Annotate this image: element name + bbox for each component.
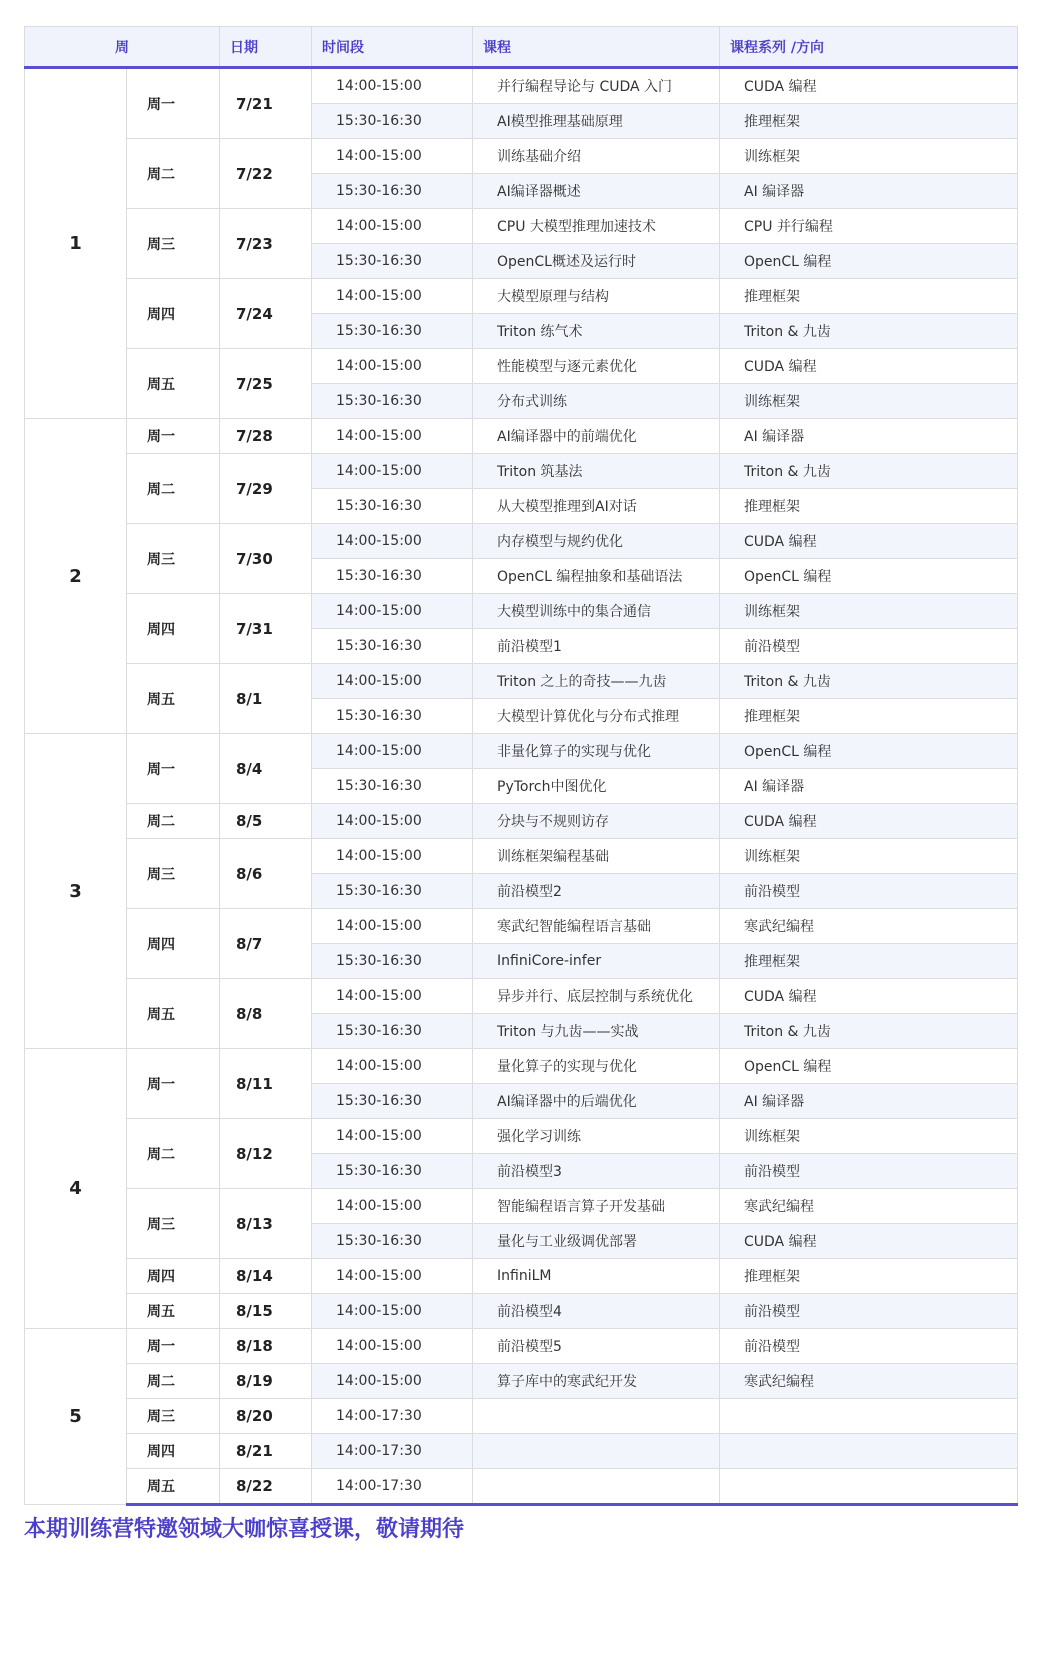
course-cell: 性能模型与逐元素优化 (473, 349, 720, 384)
date-cell: 8/14 (220, 1259, 312, 1294)
weekday-cell: 周三 (127, 1189, 220, 1259)
course-cell: 智能编程语言算子开发基础 (473, 1189, 720, 1224)
course-cell: 前沿模型5 (473, 1329, 720, 1364)
series-cell: 前沿模型 (720, 629, 1018, 664)
course-cell: 大模型训练中的集合通信 (473, 594, 720, 629)
course-cell: 从大模型推理到AI对话 (473, 489, 720, 524)
course-cell: InfiniCore-infer (473, 944, 720, 979)
course-cell: 量化与工业级调优部署 (473, 1224, 720, 1259)
table-row (25, 1119, 1018, 1154)
series-cell: 训练框架 (720, 384, 1018, 419)
weekday-cell: 周四 (127, 594, 220, 664)
date-cell: 7/21 (220, 68, 312, 139)
weekday-cell: 周一 (127, 734, 220, 804)
weekday-cell: 周五 (127, 979, 220, 1049)
course-cell: 大模型原理与结构 (473, 279, 720, 314)
course-cell: Triton 练气术 (473, 314, 720, 349)
series-cell: 训练框架 (720, 594, 1018, 629)
course-cell: 并行编程导论与 CUDA 入门 (473, 68, 720, 104)
course-cell: 异步并行、底层控制与系统优化 (473, 979, 720, 1014)
series-cell (720, 1469, 1018, 1505)
series-cell: 推理框架 (720, 489, 1018, 524)
time-cell: 14:00-15:00 (312, 839, 473, 874)
date-cell: 8/6 (220, 839, 312, 909)
table-row (25, 734, 1018, 769)
table-row (25, 1189, 1018, 1224)
course-cell: Triton 与九齿——实战 (473, 1014, 720, 1049)
weekday-cell: 周四 (127, 1434, 220, 1469)
time-cell: 15:30-16:30 (312, 104, 473, 139)
table-row (25, 1364, 1018, 1399)
schedule-container (24, 26, 1017, 1506)
series-cell: 推理框架 (720, 944, 1018, 979)
table-row (25, 1259, 1018, 1294)
table-row (25, 68, 1018, 104)
series-cell: 前沿模型 (720, 1154, 1018, 1189)
week-number: 5 (25, 1329, 127, 1505)
time-cell: 15:30-16:30 (312, 769, 473, 804)
series-cell: CUDA 编程 (720, 524, 1018, 559)
weekday-cell: 周一 (127, 1329, 220, 1364)
weekday-cell: 周四 (127, 279, 220, 349)
time-cell: 14:00-15:00 (312, 664, 473, 699)
time-cell: 15:30-16:30 (312, 1014, 473, 1049)
time-cell: 15:30-16:30 (312, 244, 473, 279)
series-cell: Triton & 九齿 (720, 314, 1018, 349)
course-cell: InfiniLM (473, 1259, 720, 1294)
series-cell: OpenCL 编程 (720, 734, 1018, 769)
course-cell: Triton 之上的奇技——九齿 (473, 664, 720, 699)
date-cell: 8/11 (220, 1049, 312, 1119)
time-cell: 15:30-16:30 (312, 944, 473, 979)
series-cell (720, 1434, 1018, 1469)
time-cell: 14:00-15:00 (312, 349, 473, 384)
series-cell: AI 编译器 (720, 1084, 1018, 1119)
time-cell: 14:00-15:00 (312, 1329, 473, 1364)
weekday-cell: 周五 (127, 349, 220, 419)
series-cell (720, 1399, 1018, 1434)
time-cell: 15:30-16:30 (312, 1154, 473, 1189)
time-cell: 14:00-15:00 (312, 524, 473, 559)
time-cell: 14:00-15:00 (312, 209, 473, 244)
date-cell: 8/1 (220, 664, 312, 734)
series-cell: 推理框架 (720, 699, 1018, 734)
weekday-cell: 周一 (127, 419, 220, 454)
table-row (25, 349, 1018, 384)
date-cell: 8/15 (220, 1294, 312, 1329)
table-row (25, 419, 1018, 454)
date-cell: 8/8 (220, 979, 312, 1049)
time-cell: 15:30-16:30 (312, 629, 473, 664)
weekday-cell: 周二 (127, 139, 220, 209)
time-cell: 14:00-15:00 (312, 1049, 473, 1084)
time-cell: 15:30-16:30 (312, 699, 473, 734)
course-cell: 量化算子的实现与优化 (473, 1049, 720, 1084)
course-cell: 前沿模型4 (473, 1294, 720, 1329)
course-cell: Triton 筑基法 (473, 454, 720, 489)
date-cell: 7/24 (220, 279, 312, 349)
course-cell: AI编译器概述 (473, 174, 720, 209)
header-series: 课程系列 /方向 (720, 27, 1018, 68)
time-cell: 14:00-15:00 (312, 909, 473, 944)
course-cell: 前沿模型2 (473, 874, 720, 909)
series-cell: 寒武纪编程 (720, 1364, 1018, 1399)
table-row (25, 209, 1018, 244)
time-cell: 14:00-15:00 (312, 1189, 473, 1224)
time-cell: 15:30-16:30 (312, 384, 473, 419)
series-cell: OpenCL 编程 (720, 559, 1018, 594)
weekday-cell: 周四 (127, 1259, 220, 1294)
time-cell: 14:00-15:00 (312, 1294, 473, 1329)
date-cell: 7/23 (220, 209, 312, 279)
weekday-cell: 周二 (127, 804, 220, 839)
series-cell: OpenCL 编程 (720, 244, 1018, 279)
weekday-cell: 周二 (127, 1119, 220, 1189)
weekday-cell: 周一 (127, 68, 220, 139)
series-cell: 前沿模型 (720, 874, 1018, 909)
table-row (25, 594, 1018, 629)
series-cell: 训练框架 (720, 139, 1018, 174)
date-cell: 7/28 (220, 419, 312, 454)
table-row (25, 1049, 1018, 1084)
week-number: 2 (25, 419, 127, 734)
weekday-cell: 周三 (127, 209, 220, 279)
course-cell: 前沿模型1 (473, 629, 720, 664)
table-row (25, 1294, 1018, 1329)
series-cell: CUDA 编程 (720, 979, 1018, 1014)
table-row (25, 139, 1018, 174)
time-cell: 14:00-15:00 (312, 804, 473, 839)
date-cell: 8/12 (220, 1119, 312, 1189)
course-cell: 分布式训练 (473, 384, 720, 419)
date-cell: 7/22 (220, 139, 312, 209)
time-cell: 14:00-17:30 (312, 1399, 473, 1434)
weekday-cell: 周五 (127, 664, 220, 734)
course-cell (473, 1399, 720, 1434)
table-row (25, 1329, 1018, 1364)
time-cell: 15:30-16:30 (312, 174, 473, 209)
series-cell: Triton & 九齿 (720, 1014, 1018, 1049)
course-cell: 训练基础介绍 (473, 139, 720, 174)
time-cell: 15:30-16:30 (312, 559, 473, 594)
table-row (25, 1399, 1018, 1434)
weekday-cell: 周五 (127, 1294, 220, 1329)
time-cell: 14:00-15:00 (312, 68, 473, 104)
table-row (25, 909, 1018, 944)
series-cell: CUDA 编程 (720, 804, 1018, 839)
course-cell: AI编译器中的后端优化 (473, 1084, 720, 1119)
series-cell: CPU 并行编程 (720, 209, 1018, 244)
weekday-cell: 周四 (127, 909, 220, 979)
weekday-cell: 周三 (127, 839, 220, 909)
course-cell: 前沿模型3 (473, 1154, 720, 1189)
course-cell: 非量化算子的实现与优化 (473, 734, 720, 769)
time-cell: 14:00-15:00 (312, 454, 473, 489)
course-cell (473, 1469, 720, 1505)
time-cell: 14:00-15:00 (312, 979, 473, 1014)
header-time: 时间段 (312, 27, 473, 68)
course-cell: PyTorch中图优化 (473, 769, 720, 804)
course-cell: 寒武纪智能编程语言基础 (473, 909, 720, 944)
time-cell: 14:00-15:00 (312, 594, 473, 629)
time-cell: 15:30-16:30 (312, 874, 473, 909)
date-cell: 7/30 (220, 524, 312, 594)
date-cell: 8/7 (220, 909, 312, 979)
series-cell: 推理框架 (720, 1259, 1018, 1294)
time-cell: 15:30-16:30 (312, 489, 473, 524)
series-cell: CUDA 编程 (720, 1224, 1018, 1259)
time-cell: 14:00-15:00 (312, 1259, 473, 1294)
table-row (25, 454, 1018, 489)
course-cell: OpenCL概述及运行时 (473, 244, 720, 279)
series-cell: AI 编译器 (720, 174, 1018, 209)
series-cell: CUDA 编程 (720, 349, 1018, 384)
series-cell: CUDA 编程 (720, 68, 1018, 104)
date-cell: 7/25 (220, 349, 312, 419)
table-row (25, 524, 1018, 559)
time-cell: 14:00-15:00 (312, 139, 473, 174)
table-row (25, 279, 1018, 314)
time-cell: 14:00-15:00 (312, 279, 473, 314)
series-cell: 前沿模型 (720, 1294, 1018, 1329)
time-cell: 15:30-16:30 (312, 1084, 473, 1119)
table-row (25, 839, 1018, 874)
date-cell: 8/22 (220, 1469, 312, 1505)
weekday-cell: 周五 (127, 1469, 220, 1505)
series-cell: 寒武纪编程 (720, 1189, 1018, 1224)
course-cell: AI模型推理基础原理 (473, 104, 720, 139)
header-date: 日期 (220, 27, 312, 68)
series-cell: 训练框架 (720, 839, 1018, 874)
time-cell: 14:00-15:00 (312, 734, 473, 769)
course-cell: 分块与不规则访存 (473, 804, 720, 839)
date-cell: 8/18 (220, 1329, 312, 1364)
date-cell: 8/5 (220, 804, 312, 839)
date-cell: 8/19 (220, 1364, 312, 1399)
course-cell: 强化学习训练 (473, 1119, 720, 1154)
table-row (25, 664, 1018, 699)
table-row (25, 1434, 1018, 1469)
date-cell: 7/29 (220, 454, 312, 524)
week-number: 1 (25, 68, 127, 419)
series-cell: 前沿模型 (720, 1329, 1018, 1364)
course-cell (473, 1434, 720, 1469)
series-cell: AI 编译器 (720, 769, 1018, 804)
table-row (25, 804, 1018, 839)
date-cell: 8/21 (220, 1434, 312, 1469)
weekday-cell: 周二 (127, 1364, 220, 1399)
header-row (25, 27, 1018, 68)
schedule-table (24, 26, 1018, 1506)
weekday-cell: 周三 (127, 524, 220, 594)
table-row (25, 979, 1018, 1014)
weekday-cell: 周三 (127, 1399, 220, 1434)
schedule-body (25, 68, 1018, 1505)
weekday-cell: 周二 (127, 454, 220, 524)
weekday-cell: 周一 (127, 1049, 220, 1119)
course-cell: 内存模型与规约优化 (473, 524, 720, 559)
series-cell: 寒武纪编程 (720, 909, 1018, 944)
time-cell: 14:00-15:00 (312, 1119, 473, 1154)
course-cell: 训练框架编程基础 (473, 839, 720, 874)
course-cell: CPU 大模型推理加速技术 (473, 209, 720, 244)
series-cell: 推理框架 (720, 104, 1018, 139)
series-cell: OpenCL 编程 (720, 1049, 1018, 1084)
week-number: 4 (25, 1049, 127, 1329)
table-row (25, 1469, 1018, 1505)
header-course: 课程 (473, 27, 720, 68)
header-week: 周 (25, 27, 220, 68)
date-cell: 8/20 (220, 1399, 312, 1434)
course-cell: 大模型计算优化与分布式推理 (473, 699, 720, 734)
series-cell: 推理框架 (720, 279, 1018, 314)
course-cell: 算子库中的寒武纪开发 (473, 1364, 720, 1399)
time-cell: 14:00-15:00 (312, 1364, 473, 1399)
series-cell: Triton & 九齿 (720, 664, 1018, 699)
date-cell: 8/4 (220, 734, 312, 804)
course-cell: OpenCL 编程抽象和基础语法 (473, 559, 720, 594)
date-cell: 8/13 (220, 1189, 312, 1259)
time-cell: 15:30-16:30 (312, 1224, 473, 1259)
time-cell: 14:00-17:30 (312, 1434, 473, 1469)
week-number: 3 (25, 734, 127, 1049)
series-cell: AI 编译器 (720, 419, 1018, 454)
series-cell: 训练框架 (720, 1119, 1018, 1154)
time-cell: 14:00-15:00 (312, 419, 473, 454)
footer-note: 本期训练营特邀领域大咖惊喜授课，敬请期待 (24, 1517, 465, 1542)
course-cell: AI编译器中的前端优化 (473, 419, 720, 454)
series-cell: Triton & 九齿 (720, 454, 1018, 489)
time-cell: 15:30-16:30 (312, 314, 473, 349)
time-cell: 14:00-17:30 (312, 1469, 473, 1505)
date-cell: 7/31 (220, 594, 312, 664)
